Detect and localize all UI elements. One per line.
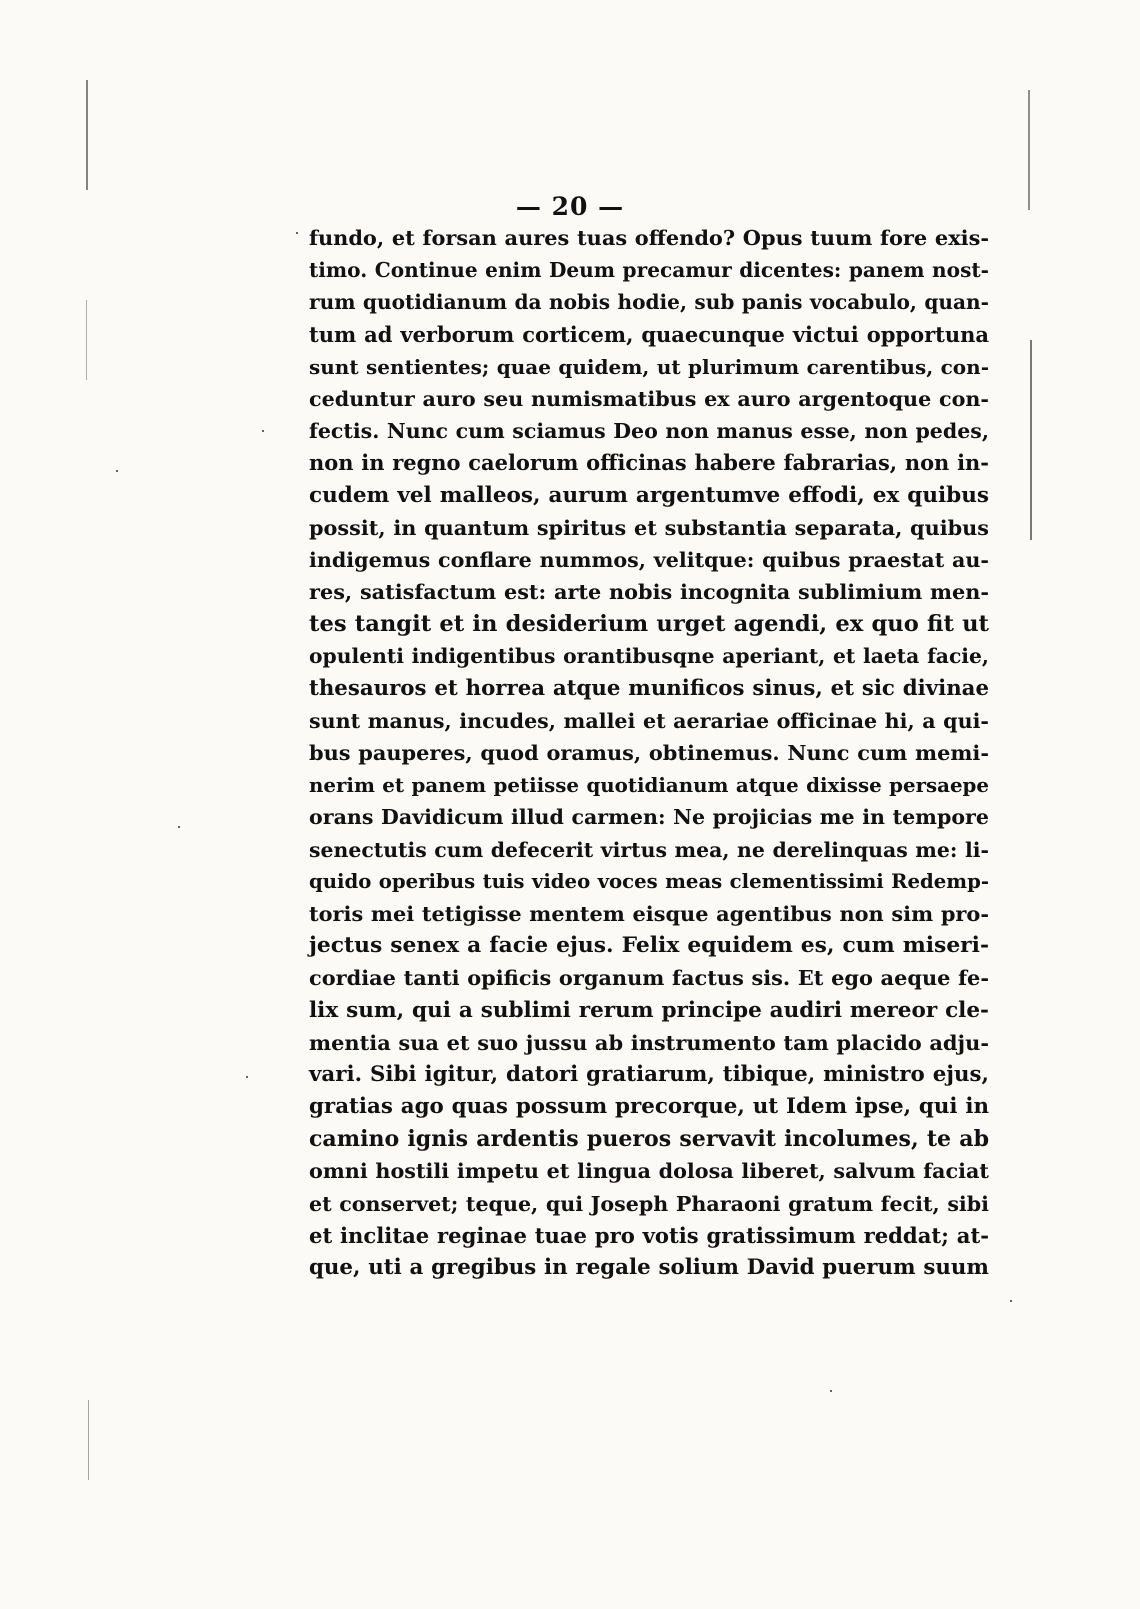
text-line: camino ignis ardentis pueros servavit incolumes, te ab (309, 1126, 989, 1153)
text-line: fundo, et forsan aures tuas offendo? Opus tuum fore exis- (309, 225, 989, 250)
text-line: bus pauperes, quod oramus, obtinemus. Nunc cum memi- (309, 740, 989, 765)
text-line: possit, in quantum spiritus et substantia separata, quibus (309, 514, 989, 540)
page-number: — 20 — (515, 192, 625, 221)
left-scan-edge-2 (86, 300, 87, 380)
text-line: ceduntur auro seu numismatibus ex auro argentoque con- (309, 386, 989, 411)
text-line: cordiae tanti opificis organum factus sis. Et ego aeque fe- (309, 965, 989, 991)
text-line: res, satisfactum est: arte nobis incognita sublimium men- (309, 579, 989, 605)
text-line: mentia sua et suo jussu ab instrumento tam placido adju- (309, 1029, 989, 1055)
speck (178, 826, 180, 828)
right-scan-edge-2 (1030, 340, 1032, 540)
speck (116, 470, 118, 472)
text-line: fectis. Nunc cum sciamus Deo non manus esse, non pedes, (309, 419, 989, 444)
speck (830, 1390, 832, 1392)
text-line: sunt sentientes; quae quidem, ut plurimum carentibus, con- (309, 354, 989, 379)
text-line: indigemus conflare nummos, velitque: quibus praestat au- (309, 547, 989, 572)
text-line: tum ad verborum corticem, quaecunque victui opportuna (309, 321, 989, 347)
text-line: et conservet; teque, qui Joseph Pharaoni gratum fecit, sibi (309, 1191, 989, 1216)
text-line: tes tangit et in desiderium urget agendi, ex quo fit ut (309, 611, 989, 638)
text-line: que, uti a gregibus in regale solium David puerum suum (309, 1255, 989, 1280)
left-scan-edge-3 (88, 1400, 89, 1480)
text-line: opulenti indigentibus orantibusqne aperiant, et laeta facie, (309, 644, 989, 669)
text-line: et inclitae reginae tuae pro votis gratissimum reddat; at- (309, 1222, 989, 1248)
speck (1010, 1300, 1012, 1302)
text-line: cudem vel malleos, aurum argentumve effodi, ex quibus (309, 482, 989, 508)
body-text (309, 222, 989, 1284)
text-line: sunt manus, incudes, mallei et aerariae officinae hi, a qui- (309, 708, 989, 733)
text-line: gratias ago quas possum precorque, ut Idem ipse, qui in (309, 1094, 989, 1120)
speck (246, 1076, 248, 1078)
speck (262, 430, 264, 432)
text-line: thesauros et horrea atque munificos sinus, et sic divinae (309, 675, 989, 701)
text-line: vari. Sibi igitur, datori gratiarum, tibique, ministro ejus, (309, 1061, 989, 1087)
text-line: toris mei tetigisse mentem eisque agentibus non sim pro- (309, 900, 989, 926)
text-line: non in regno caelorum officinas habere fabrarias, non in- (309, 450, 989, 476)
speck (296, 232, 298, 234)
text-line: nerim et panem petiisse quotidianum atque dixisse persaepe (309, 773, 989, 798)
text-line: senectutis cum defecerit virtus mea, ne derelinquas me: li- (309, 837, 989, 862)
text-line: orans Davidicum illud carmen: Ne projicias me in tempore (309, 805, 989, 830)
left-scan-edge (86, 80, 88, 190)
text-line: quido operibus tuis video voces meas clementissimi Redemp- (309, 869, 989, 893)
text-line: lix sum, qui a sublimi rerum principe audiri mereor cle- (309, 997, 989, 1023)
text-line: timo. Continue enim Deum precamur dicentes: panem nost- (309, 258, 989, 283)
text-line: jectus senex a facie ejus. Felix equidem es, cum miseri- (309, 933, 989, 959)
text-line: rum quotidianum da nobis hodie, sub panis vocabulo, quan- (309, 290, 989, 315)
text-line: omni hostili impetu et lingua dolosa liberet, salvum faciat (309, 1159, 989, 1184)
